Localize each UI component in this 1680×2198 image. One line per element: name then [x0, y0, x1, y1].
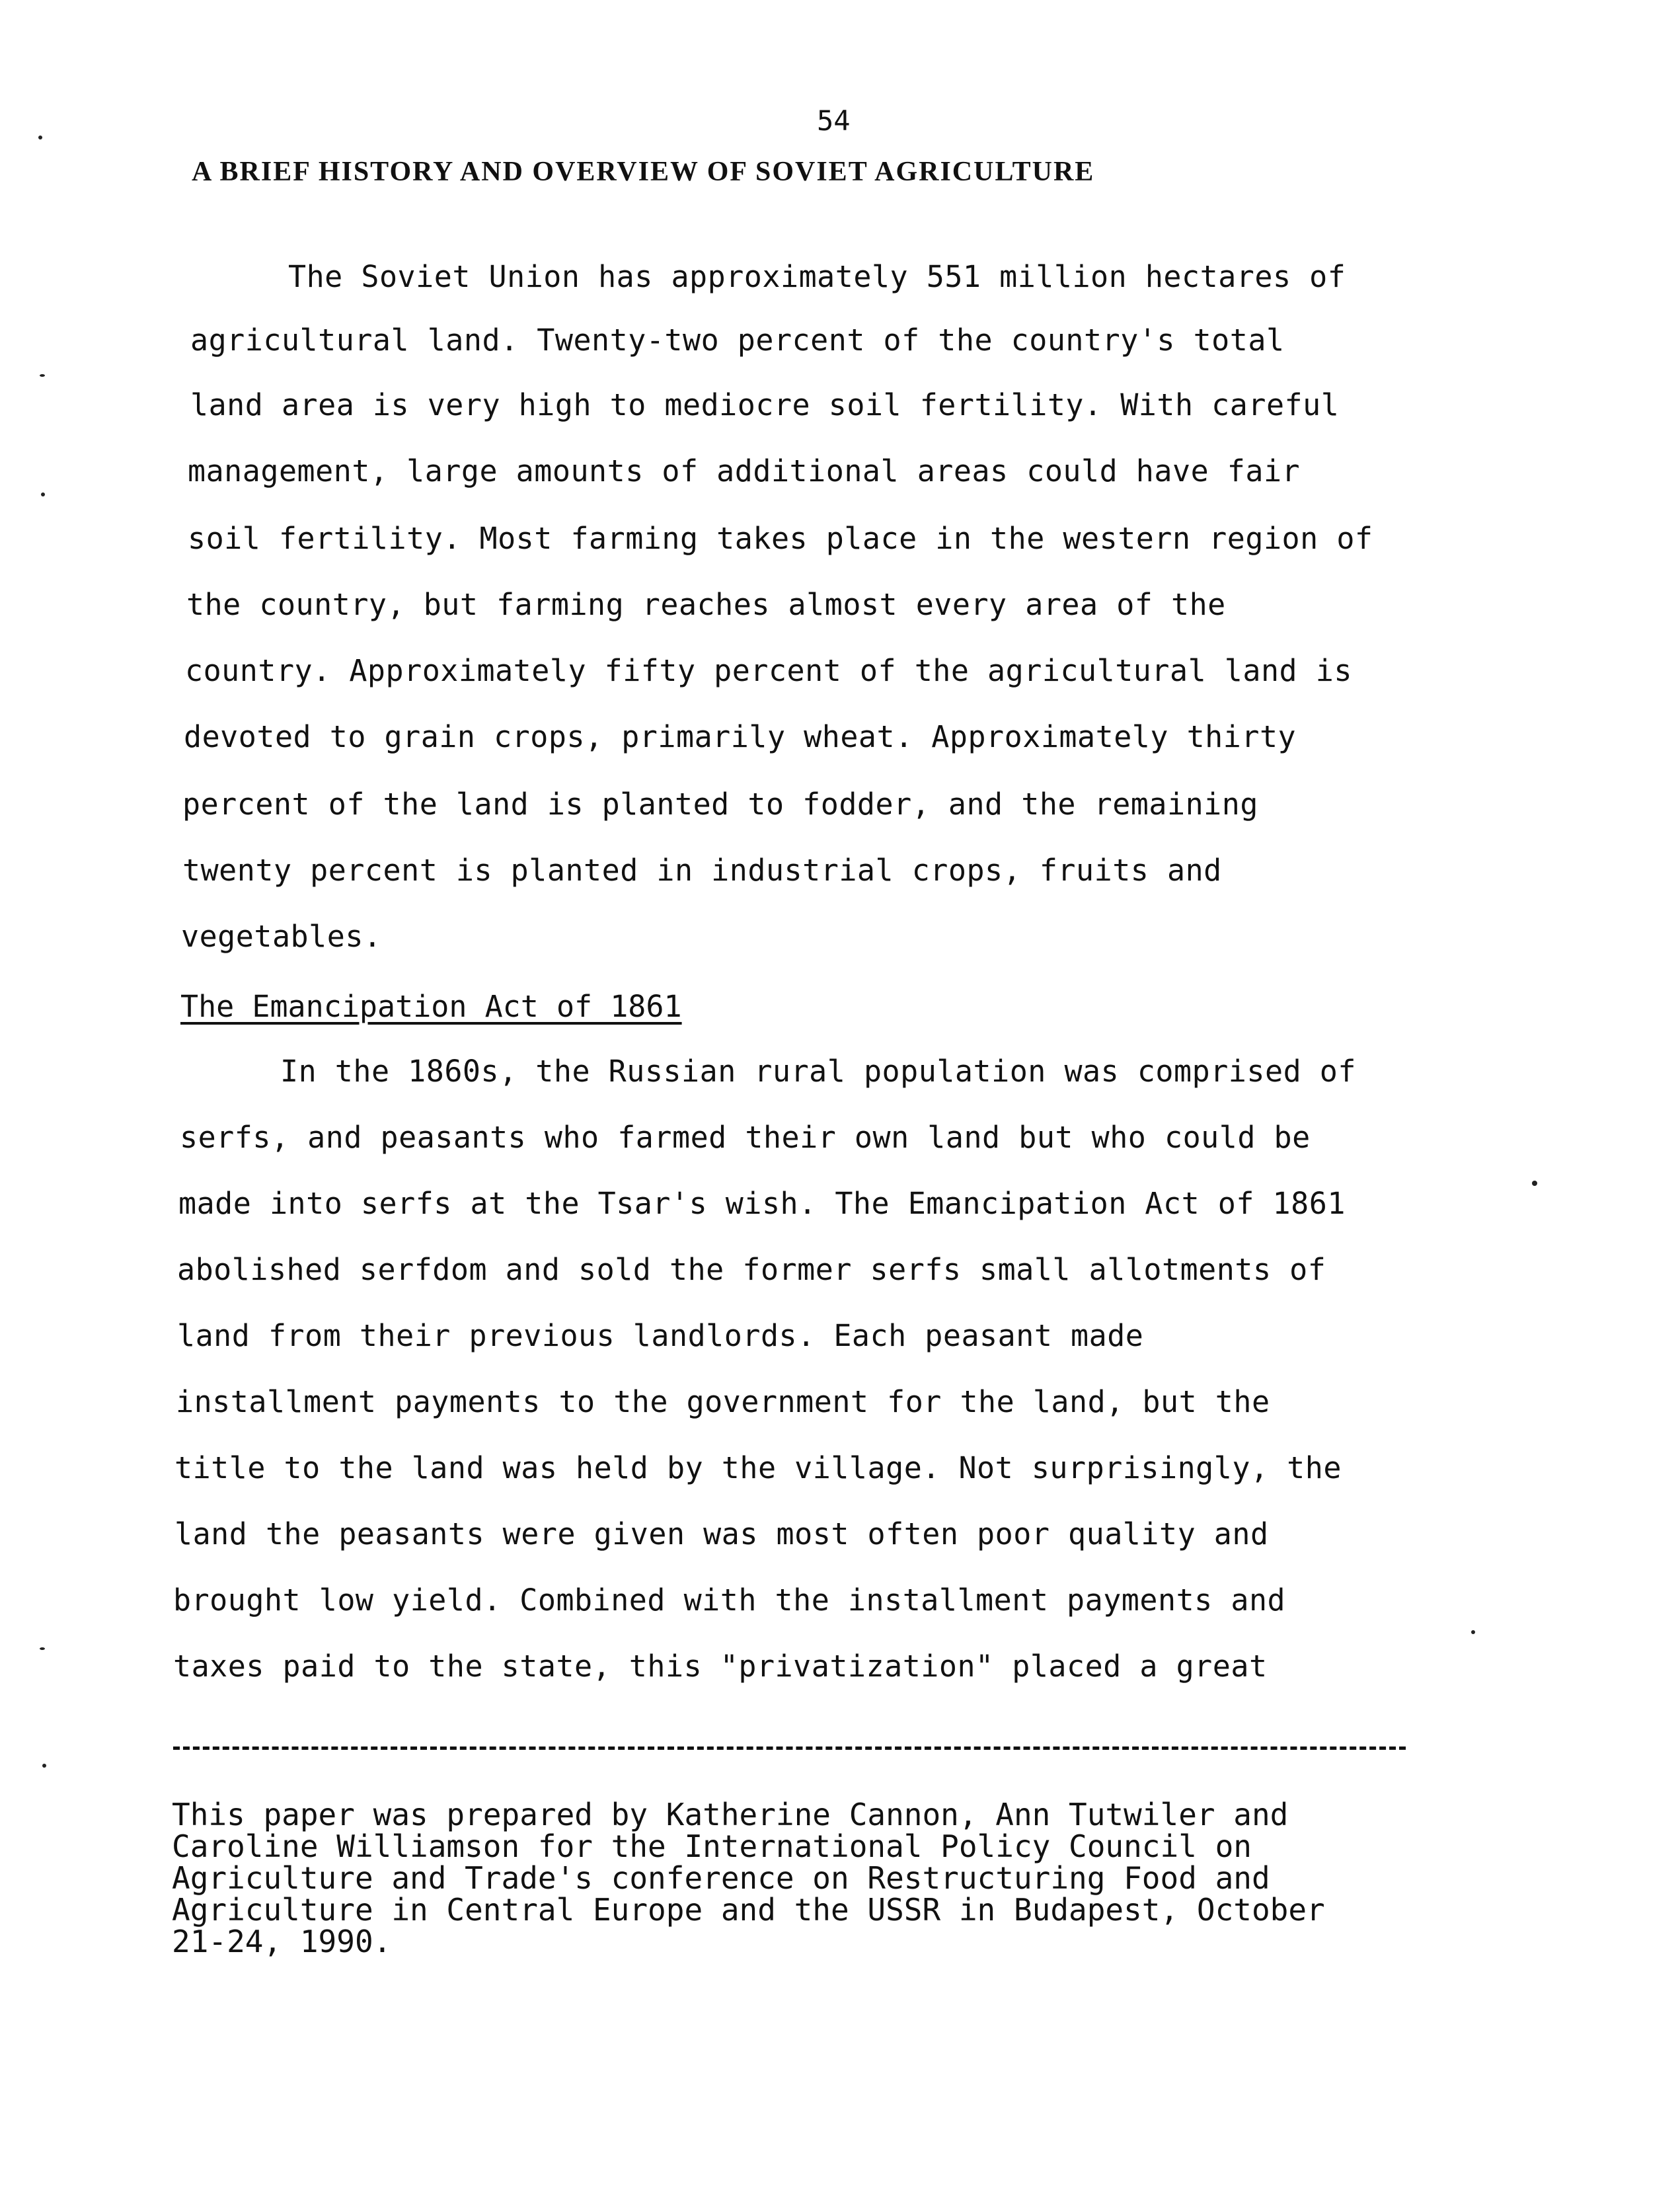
section-line: made into serfs at the Tsar's wish. The Emancipation Act of 1861: [178, 1186, 1346, 1221]
scan-speck: [40, 374, 45, 377]
section-line: abolished serfdom and sold the former serfs small allotments of: [177, 1252, 1326, 1287]
footnote-separator: [173, 1747, 1406, 1750]
intro-line: devoted to grain crops, primarily wheat. Approximately thirty: [184, 719, 1297, 754]
footnote-line: This paper was prepared by Katherine Cannon, Ann Tutwiler and: [172, 1797, 1289, 1832]
scan-speck: [40, 1647, 45, 1650]
section-heading: The Emancipation Act of 1861: [180, 989, 682, 1024]
intro-line: soil fertility. Most farming takes place in the western region of: [188, 521, 1373, 556]
section-line: installment payments to the government for the land, but the: [176, 1384, 1270, 1419]
section-line: serfs, and peasants who farmed their own land but who could be: [180, 1120, 1311, 1155]
intro-line: country. Approximately fifty percent of the agricultural land is: [185, 653, 1352, 688]
scan-speck: [42, 1764, 46, 1768]
section-line: brought low yield. Combined with the installment payments and: [173, 1583, 1286, 1618]
intro-line: vegetables.: [181, 919, 382, 954]
scan-speck: [1471, 1630, 1475, 1634]
document-title: A BRIEF HISTORY AND OVERVIEW OF SOVIET AGRICULTURE: [192, 157, 1095, 187]
footnote-line: Agriculture in Central Europe and the USSR in Budapest, October: [172, 1892, 1325, 1928]
section-line: taxes paid to the state, this "privatization" placed a great: [173, 1649, 1268, 1684]
intro-line: land area is very high to mediocre soil fertility. With careful: [190, 387, 1340, 422]
scan-speck: [41, 492, 45, 496]
intro-line: The Soviet Union has approximately 551 million hectares of: [288, 259, 1346, 294]
page-number: 54: [817, 104, 851, 137]
footnote-line: 21-24, 1990.: [172, 1924, 392, 1959]
section-line: land the peasants were given was most often poor quality and: [174, 1516, 1269, 1551]
section-line: In the 1860s, the Russian rural population was comprised of: [280, 1054, 1356, 1089]
intro-line: percent of the land is planted to fodder, and the remaining: [182, 787, 1258, 822]
scan-speck: [1532, 1181, 1537, 1186]
footnote-line: Agriculture and Trade's conference on Restructuring Food and: [172, 1860, 1270, 1896]
intro-line: agricultural land. Twenty-two percent of the country's total: [190, 323, 1285, 358]
intro-line: management, large amounts of additional areas could have fair: [188, 453, 1301, 489]
section-line: land from their previous landlords. Each peasant made: [177, 1318, 1144, 1353]
intro-line: the country, but farming reaches almost every area of the: [186, 587, 1226, 622]
section-line: title to the land was held by the village. Not surprisingly, the: [174, 1450, 1342, 1485]
scan-speck: [38, 136, 42, 139]
intro-line: twenty percent is planted in industrial crops, fruits and: [182, 853, 1222, 888]
footnote-line: Caroline Williamson for the International Policy Council on: [172, 1828, 1252, 1864]
